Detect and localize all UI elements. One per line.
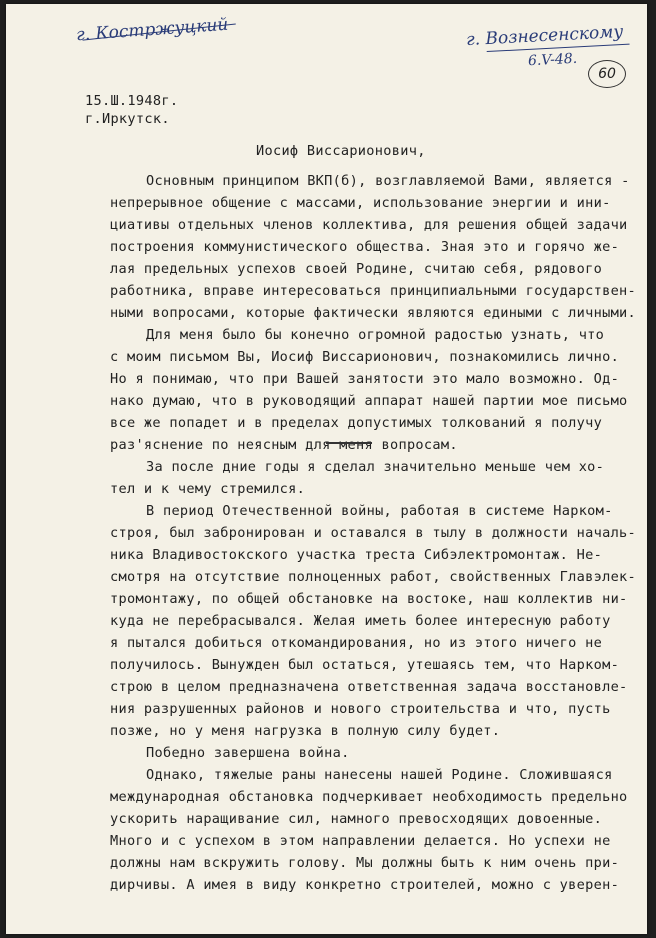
- body-line: построения коммунистического общества. Зная это и горячо же-: [110, 239, 620, 255]
- body-line: работника, вправе интересоваться принципиальными государствен-: [110, 283, 637, 299]
- letter-place: г.Иркутск.: [85, 111, 170, 127]
- body-line: строя, был забронирован и оставался в тылу в должности началь-: [110, 525, 637, 541]
- body-line: я пытался добиться откомандирования, но из этого ничего не: [110, 635, 603, 651]
- body-line: дирчивы. А имея в виду конкретно строителей, можно с уверен-: [110, 877, 620, 893]
- body-line: непрерывное общение с массами, использование энергии и ини-: [110, 195, 611, 211]
- body-line: Много и с успехом в этом направлении делается. Но успехи не: [110, 833, 611, 849]
- salutation: Иосиф Виссарионович,: [256, 143, 426, 159]
- body-line: За после дние годы я сделал значительно меньше чем хо-: [146, 459, 605, 475]
- body-line: лая предельных успехов своей Родине, считаю себя, рядового: [110, 261, 603, 277]
- body-line: все же попадет и в пределах допустимых толкований я получу: [110, 415, 603, 431]
- body-line: получилось. Вынужден был остаться, утешаясь тем, что Нарком-: [110, 657, 620, 673]
- body-line: нако думаю, что в руководящий аппарат нашей партии мое письмо: [110, 393, 628, 409]
- body-line: тромонтажу, по общей обстановке на востоке, наш коллектив ни-: [110, 591, 628, 607]
- body-line: с моим письмом Вы, Иосиф Виссарионович, познакомились лично.: [110, 349, 620, 365]
- section-divider: [326, 442, 372, 444]
- body-line: циативы отдельных членов коллектива, для решения общей задачи: [110, 217, 628, 233]
- body-line: ускорить наращивание сил, намного превосходящих довоенные.: [110, 811, 603, 827]
- body-line: ника Владивостокского участка треста Сибэлектромонтаж. Не-: [110, 547, 603, 563]
- body-line: Однако, тяжелые раны нанесены нашей Родине. Сложившаяся: [146, 767, 613, 783]
- body-line: должны нам вскружить голову. Мы должны быть к ним очень при-: [110, 855, 620, 871]
- letter-page: [6, 4, 647, 934]
- body-line: Для меня было бы конечно огромной радостью узнать, что: [146, 327, 605, 343]
- body-line: раз'яснение по неясным для меня вопросам.: [110, 437, 458, 453]
- body-line: Но я понимаю, что при Вашей занятости это мало возможно. Од-: [110, 371, 620, 387]
- body-line: строю в целом предназначена ответственная задача восстановле-: [110, 679, 628, 695]
- body-line: позже, но у меня нагрузка в полную силу будет.: [110, 723, 501, 739]
- body-line: Победно завершена война.: [146, 745, 350, 761]
- body-line: Основным принципом ВКП(б), возглавляемой Вами, является -: [146, 173, 630, 189]
- body-line: куда не перебрасывался. Желая иметь более интересную работу: [110, 613, 611, 629]
- page-number: 60: [588, 60, 626, 88]
- body-line: ными вопросами, которые фактически являются едиными с личными.: [110, 305, 637, 321]
- handwritten-date: 6.V-48.: [527, 50, 578, 70]
- body-line: ния разрушенных районов и нового строительства и что, пусть: [110, 701, 611, 717]
- body-line: тел и к чему стремился.: [110, 481, 306, 497]
- body-line: В период Отечественной войны, работая в системе Нарком-: [146, 503, 613, 519]
- letter-date: 15.Ш.1948г.: [85, 93, 179, 109]
- body-line: международная обстановка подчеркивает необходимость предельно: [110, 789, 628, 805]
- handwritten-annotation-right: г. Вознесенскому: [465, 21, 624, 51]
- body-line: смотря на отсутствие полноценных работ, свойственных Главэлек-: [110, 569, 637, 585]
- handwritten-annotation-left: г. Костржуцкий: [75, 14, 229, 46]
